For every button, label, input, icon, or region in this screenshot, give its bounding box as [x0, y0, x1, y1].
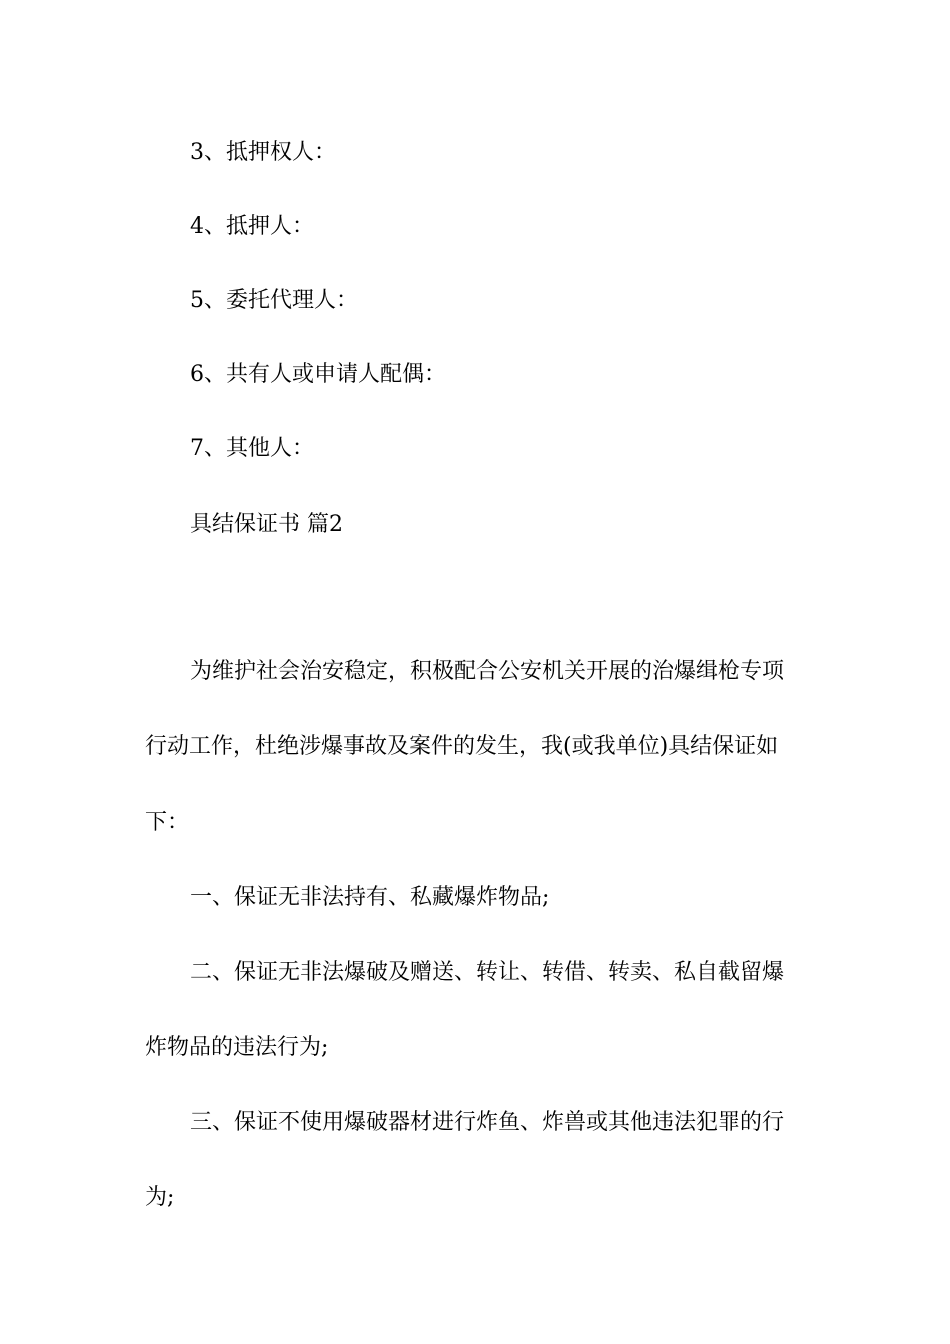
- paragraph-line: 炸物品的违法行为;: [145, 1035, 329, 1060]
- list-item-agent: 5、委托代理人：: [190, 288, 358, 313]
- guarantee-item-2: 二、保证无非法爆破及赠送、转让、转借、转卖、私自截留爆: [190, 960, 785, 985]
- list-item-others: 7、其他人：: [190, 436, 314, 461]
- paragraph-line: 为维护社会治安稳定，积极配合公安机关开展的治爆缉枪专项: [190, 659, 785, 684]
- paragraph-line: 为;: [145, 1185, 175, 1210]
- paragraph-line: 下：: [145, 810, 190, 835]
- guarantee-item-1: 一、保证无非法持有、私藏爆炸物品;: [190, 885, 550, 910]
- paragraph-line: 行动工作，杜绝涉爆事故及案件的发生，我(或我单位)具结保证如: [145, 734, 779, 759]
- list-item-mortgagor: 4、抵押人：: [190, 214, 314, 239]
- list-item-mortgagee: 3、抵押权人：: [190, 140, 336, 165]
- section-title: 具结保证书 篇2: [190, 512, 343, 537]
- list-item-co-owner: 6、共有人或申请人配偶：: [190, 362, 446, 387]
- guarantee-item-3: 三、保证不使用爆破器材进行炸鱼、炸兽或其他违法犯罪的行: [190, 1110, 785, 1135]
